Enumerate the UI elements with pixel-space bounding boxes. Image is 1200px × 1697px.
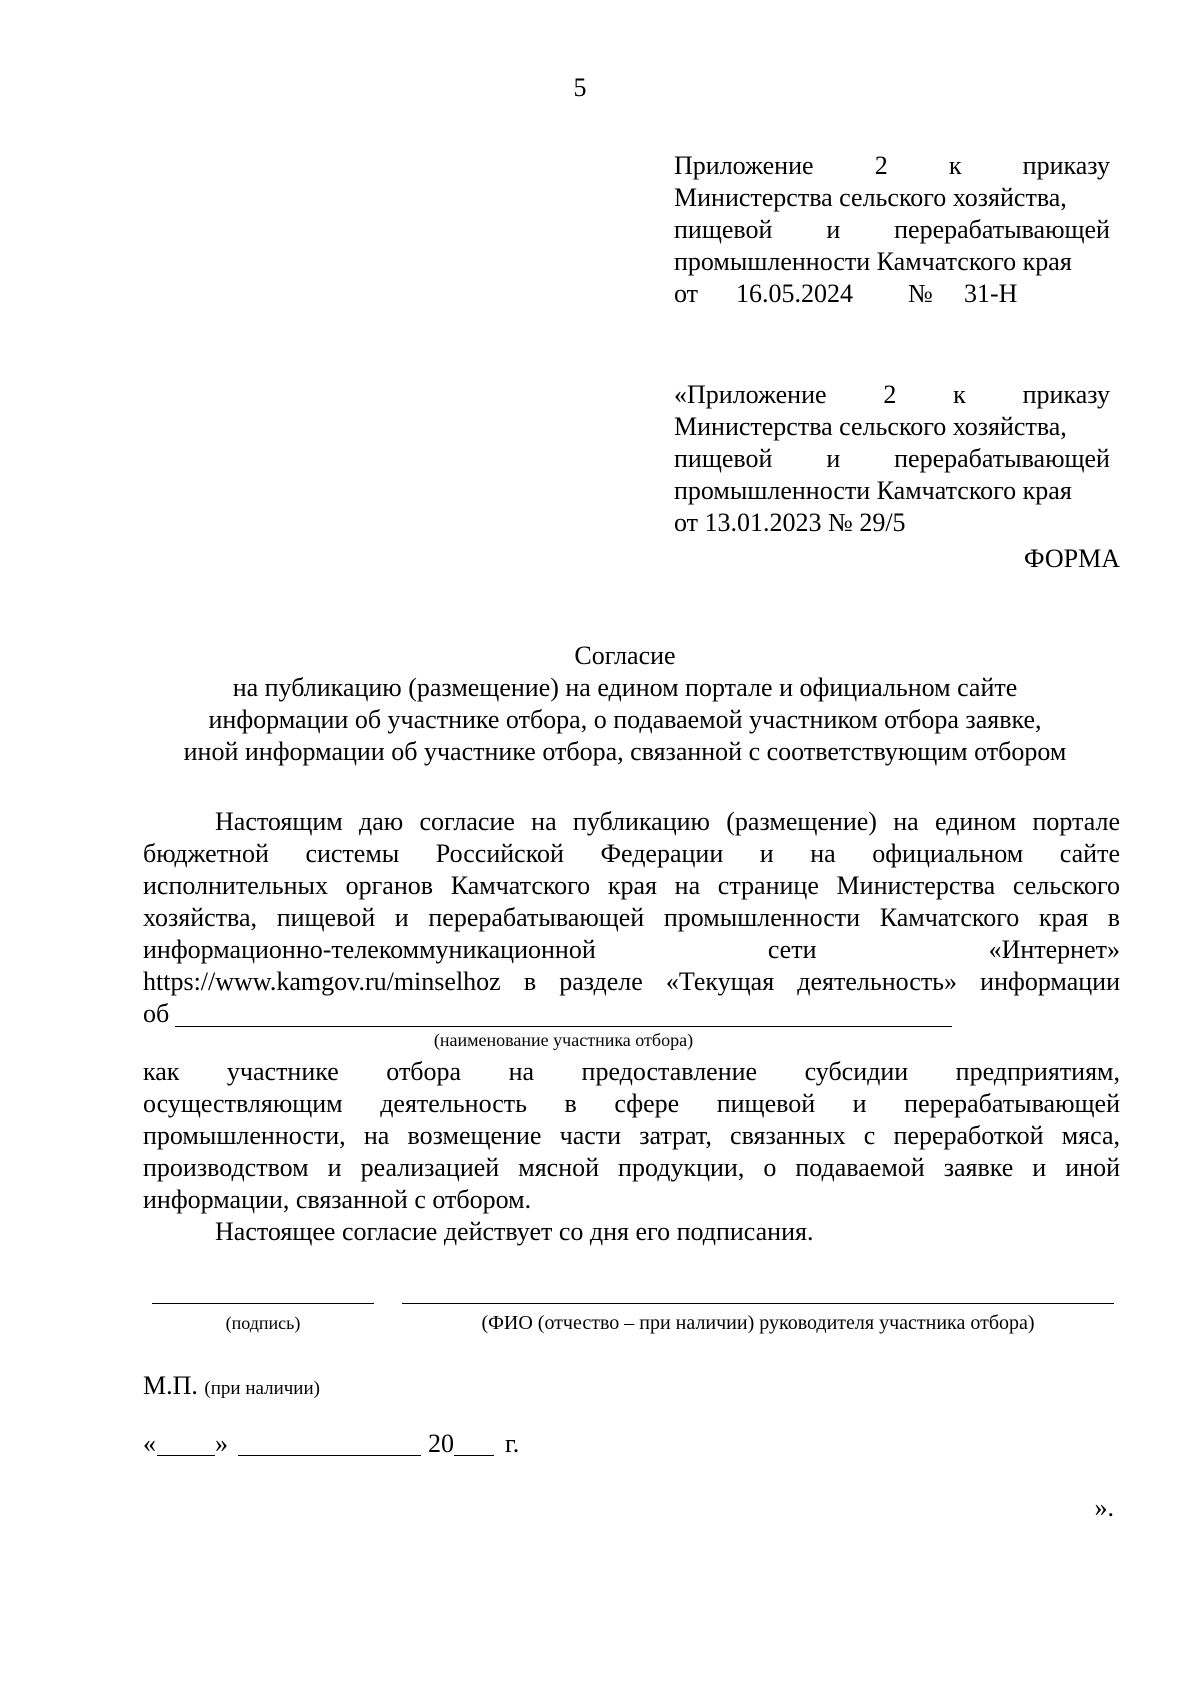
date-open-quote: « <box>143 1429 156 1458</box>
appendix-order: приказу <box>1022 151 1110 180</box>
original-food: пищевой <box>674 444 773 473</box>
original-header-line5: от 13.01.2023 № 29/5 <box>674 508 906 537</box>
p1-line: https://www.kamgov.ru/minselhoz в разделе «Текущая деятельность» информации <box>143 967 1120 996</box>
appendix-num: 2 <box>874 151 888 180</box>
stamp-note: (при наличии) <box>204 1378 320 1399</box>
stamp-label: М.П. <box>143 1371 198 1400</box>
original-header-line2: Министерства сельского хозяйства, <box>674 412 1067 441</box>
form-label: ФОРМА <box>1024 544 1120 573</box>
appendix-and: и <box>826 215 841 244</box>
stamp-block <box>143 1370 320 1402</box>
appendix-header-line3 <box>674 214 1110 246</box>
appendix-header <box>674 150 1110 310</box>
original-appendix-to: к <box>953 380 966 409</box>
appendix-number-sign: № <box>908 279 933 308</box>
original-appendix-num: 2 <box>883 380 897 409</box>
p1-line: Настоящим даю согласие на публикацию (размещение) на едином портале <box>215 807 1120 836</box>
about-prefix: об <box>143 999 170 1028</box>
title-line1: на публикацию (размещение) на едином портале и официальном сайте <box>232 673 1018 702</box>
fio-field[interactable] <box>402 1303 1114 1304</box>
p2-line: производством и реализацией мясной продукции, о подаваемой заявке и иной <box>143 1153 1120 1182</box>
date-block <box>143 1428 543 1464</box>
original-appendix-order: приказу <box>1022 380 1110 409</box>
consent-paragraph <box>143 806 1120 998</box>
participant-caption: (наименование участника отбора) <box>433 1030 694 1050</box>
month-field[interactable] <box>238 1455 421 1456</box>
title-line2: информации об участнике отбора, о подаваемой участником отбора заявке, <box>208 705 1042 734</box>
p2-line: промышленности, на возмещение части затрат, связанных с переработкой мяса, <box>143 1121 1120 1150</box>
year-field[interactable] <box>454 1455 494 1456</box>
p1-line: исполнительных органов Камчатского края на странице Министерства сельского <box>143 871 1120 900</box>
original-header-line3 <box>674 443 1110 475</box>
participant-name-field[interactable] <box>175 1026 952 1027</box>
appendix-from: от <box>674 279 699 308</box>
original-header-line1 <box>674 379 1110 411</box>
appendix-number: 31-Н <box>964 279 1018 308</box>
original-header-line4: промышленности Камчатского края <box>674 476 1072 505</box>
signature-field[interactable] <box>152 1303 374 1304</box>
year-suffix: г. <box>505 1429 520 1458</box>
document-title <box>130 640 1120 768</box>
original-appendix-word: «Приложение <box>674 380 827 409</box>
original-processing: перерабатывающей <box>894 444 1110 473</box>
appendix-header-line1 <box>674 150 1110 182</box>
original-appendix-header <box>674 379 1110 539</box>
signature-caption: (подпись) <box>225 1313 301 1333</box>
validity-paragraph: Настоящее согласие действует со дня его подписания. <box>215 1217 814 1246</box>
date-close-quote: » <box>215 1429 228 1458</box>
p2-line: как участнике отбора на предоставление субсидии предприятиям, <box>143 1057 1120 1086</box>
closing-quote: ». <box>1094 1493 1114 1522</box>
appendix-header-line5 <box>674 278 1110 310</box>
day-field[interactable] <box>157 1455 215 1456</box>
appendix-to: к <box>948 151 962 180</box>
appendix-header-line2: Министерства сельского хозяйства, <box>674 183 1067 212</box>
participant-paragraph <box>143 1056 1120 1248</box>
fio-caption: (ФИО (отчество – при наличии) руководителя участника отбора) <box>481 1312 1035 1334</box>
p1-line: информационно-телекоммуникационной сети «Интернет» <box>143 935 1120 964</box>
p2-last-line: информации, связанной с отбором. <box>143 1185 532 1214</box>
page-number: 5 <box>573 73 587 102</box>
title-line3: иной информации об участнике отбора, связанной с соответствующим отбором <box>183 737 1067 766</box>
appendix-date: 16.05.2024 <box>736 279 853 308</box>
p2-line: осуществляющим деятельность в сфере пищевой и перерабатывающей <box>143 1089 1120 1118</box>
p1-line: хозяйства, пищевой и перерабатывающей промышленности Камчатского края в <box>143 903 1120 932</box>
year-prefix: 20 <box>428 1429 454 1458</box>
p1-line: бюджетной системы Российской Федерации и на официальном сайте <box>143 839 1120 868</box>
original-and: и <box>826 444 841 473</box>
appendix-food: пищевой <box>674 215 773 244</box>
appendix-word: Приложение <box>674 151 814 180</box>
title-heading: Согласие <box>574 641 676 670</box>
appendix-header-line4: промышленности Камчатского края <box>674 247 1072 276</box>
appendix-processing: перерабатывающей <box>894 215 1110 244</box>
